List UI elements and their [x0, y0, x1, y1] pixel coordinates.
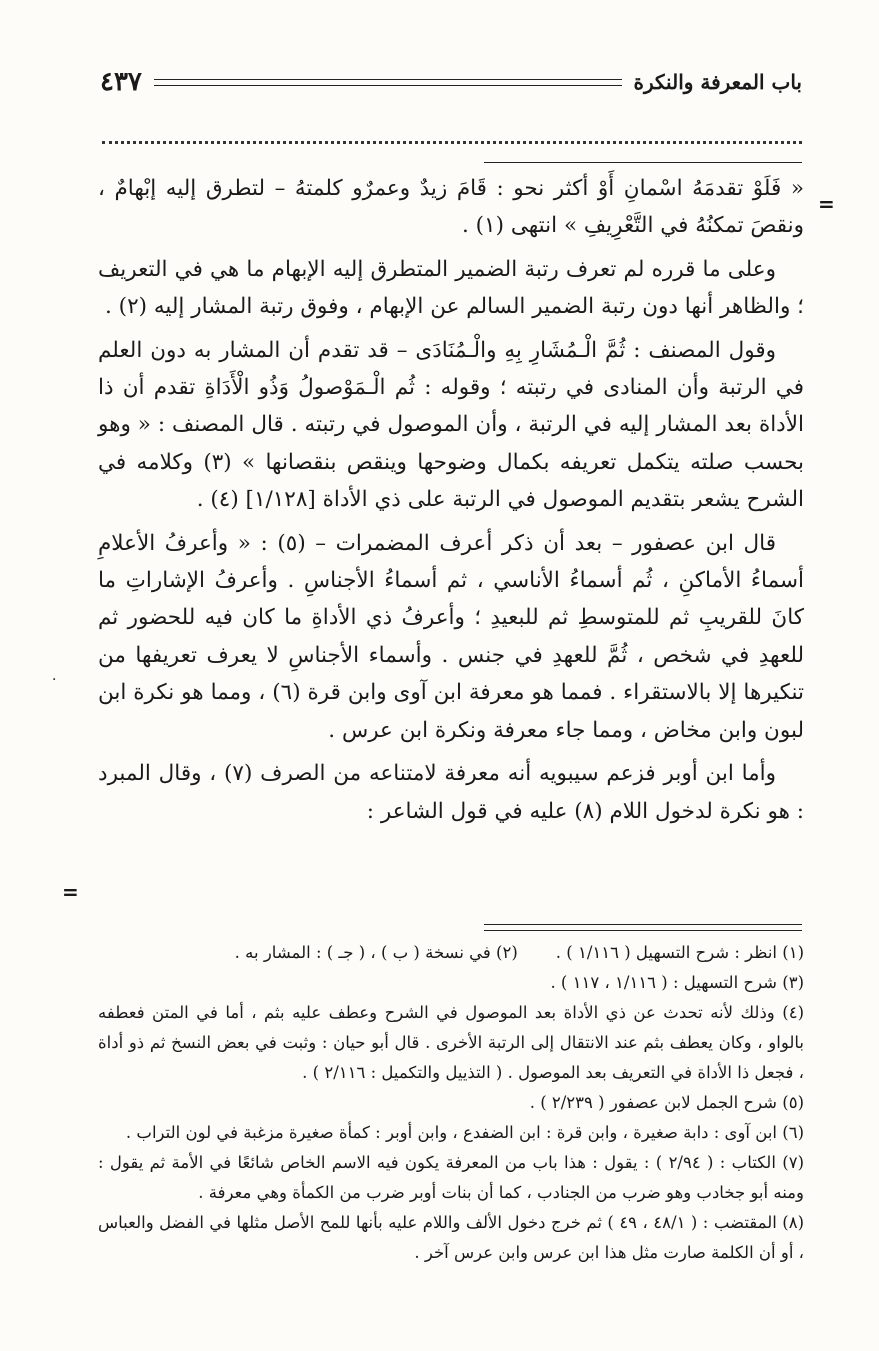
chapter-title: باب المعرفة والنكرة	[633, 70, 802, 94]
page-number: ٤٣٧	[100, 67, 142, 97]
header-rule	[154, 79, 622, 86]
footnote-6: (٦) ابن آوى : دابة صغيرة ، وابن قرة : ابن الضفدع ، وابن أوبر : كمأة صغيرة مزغبة في لون التراب .	[125, 1123, 804, 1142]
footnote-2: (٢) في نسخة ( ب ) ، ( جـ ) : المشار به .	[234, 943, 518, 962]
paragraph-4: قال ابن عصفور – بعد أن ذكر أعرف المضمرات – (٥) : « وأعرفُ الأعلامِ أسماءُ الأماكنِ ، ثُم أسماءُ الأناسي ، ثم أسماءُ الأجناسِ . وأعرفُ الإشاراتِ ما كانَ للقريبِ ثم للمتوسطِ ثم للبعيدِ ؛ وأعرفُ ذي الأداةِ ما كان فيه للحضور ثم للعهدِ في شخص ، ثُمَّ للعهدِ في جنس . وأسماء الأجناسِ لا يعرف تعريفها من تنكيرها إلا بالاستقراء . فمما هو معرفة ابن آوى وابن قرة (٦) ، ومما هو نكرة ابن لبون وابن مخاض ، ومما جاء معرفة ونكرة ابن عرس .	[98, 530, 804, 743]
continuation-mark-right: =	[818, 192, 835, 216]
footnote-4: (٤) وذلك لأنه تحدث عن ذي الأداة بعد الموصول في الشرح وعطف عليه بثم ، أما في المتن فعطفه بالواو ، وكان يعطف بثم عند الانتقال إلى الرتبة الأخرى . قال أبو حيان : وثبت في بعض النسخ ثم ذو أداة ، فجعل ذا الأداة في التعريف بعد الموصول . ( التذييل والتكميل : ٢/١١٦ ) .	[98, 1003, 804, 1082]
footnote-3: (٣) شرح التسهيل : ( ١/١١٦ ، ١١٧ ) .	[550, 973, 804, 992]
paragraph-5: وأما ابن أوبر فزعم سيبويه أنه معرفة لامتناعه من الصرف (٧) ، وقال المبرد : هو نكرة لدخول اللام (٨) عليه في قول الشاعر :	[98, 761, 804, 824]
paragraph-2: وعلى ما قرره لم تعرف رتبة الضمير المتطرق إليه الإبهام ما هي في التعريف ؛ والظاهر أنها دون رتبة الضمير السالم عن الإبهام ، وفوق رتبة المشار إليه (٢) .	[98, 256, 804, 320]
footnote-8: (٨) المقتضب : ( ٤٨/١ ، ٤٩ ) ثم خرج دخول الألف واللام عليه بأنها للمح الأصل مثلها في الفضل والعباس ، أو أن الكلمة صارت مثل هذا ابن عرس وابن عرس آخر .	[98, 1213, 805, 1262]
section-rule	[484, 162, 802, 163]
footnote-rule	[484, 924, 802, 931]
footnotes	[98, 938, 804, 1268]
main-text	[98, 170, 804, 836]
continuation-mark-left: =	[62, 880, 79, 904]
footnote-5: (٥) شرح الجمل لابن عصفور ( ٢/٢٣٩ ) .	[529, 1093, 804, 1112]
paragraph-3: وقول المصنف : ثُمَّ الْـمُشَارِ بِهِ والْـمُنَادَى – قد تقدم أن المشار به دون العلم في الرتبة وأن المنادى في رتبته ؛ وقوله : ثُم الْـمَوْصولُ وَذُو الْأَدَاةِ تقدم أن ذا الأداة بعد المشار إليه في الرتبة ، وأن الموصول في رتبته . قال المصنف : « وهو بحسب صلته يتكمل تعريفه بكمال وضوحها وينقص بنقصانها » (٣) وكلامه في الشرح يشعر بتقديم الموصول في الرتبة على ذي الأداة [١/١٢٨] (٤) .	[98, 337, 804, 513]
dotted-divider	[102, 141, 802, 144]
paragraph-1: « فَلَوْ تقدمَهُ اسْمانِ أَوْ أكثر نحو : قَامَ زيدٌ وعمرٌو كلمتهُ – لتطرق إليه إبْهامٌ ، ونقصَ تمكنُهُ في التَّعْرِيفِ » انتهى (١) .	[98, 176, 804, 239]
footnote-row-1-2	[98, 938, 804, 968]
margin-speck: ·	[52, 672, 57, 688]
footnote-7: (٧) الكتاب : ( ٢/٩٤ ) : يقول : هذا باب من المعرفة يكون فيه الاسم الخاص شائعًا في الأمة ثم يقول : ومنه أبو جخادب وهو ضرب من الجنادب ، كما أن بنات أوبر ضرب من الكمأة وهي معرفة .	[98, 1153, 804, 1202]
footnote-1: (١) انظر : شرح التسهيل ( ١/١١٦ ) .	[555, 943, 804, 962]
page-header	[100, 64, 802, 100]
